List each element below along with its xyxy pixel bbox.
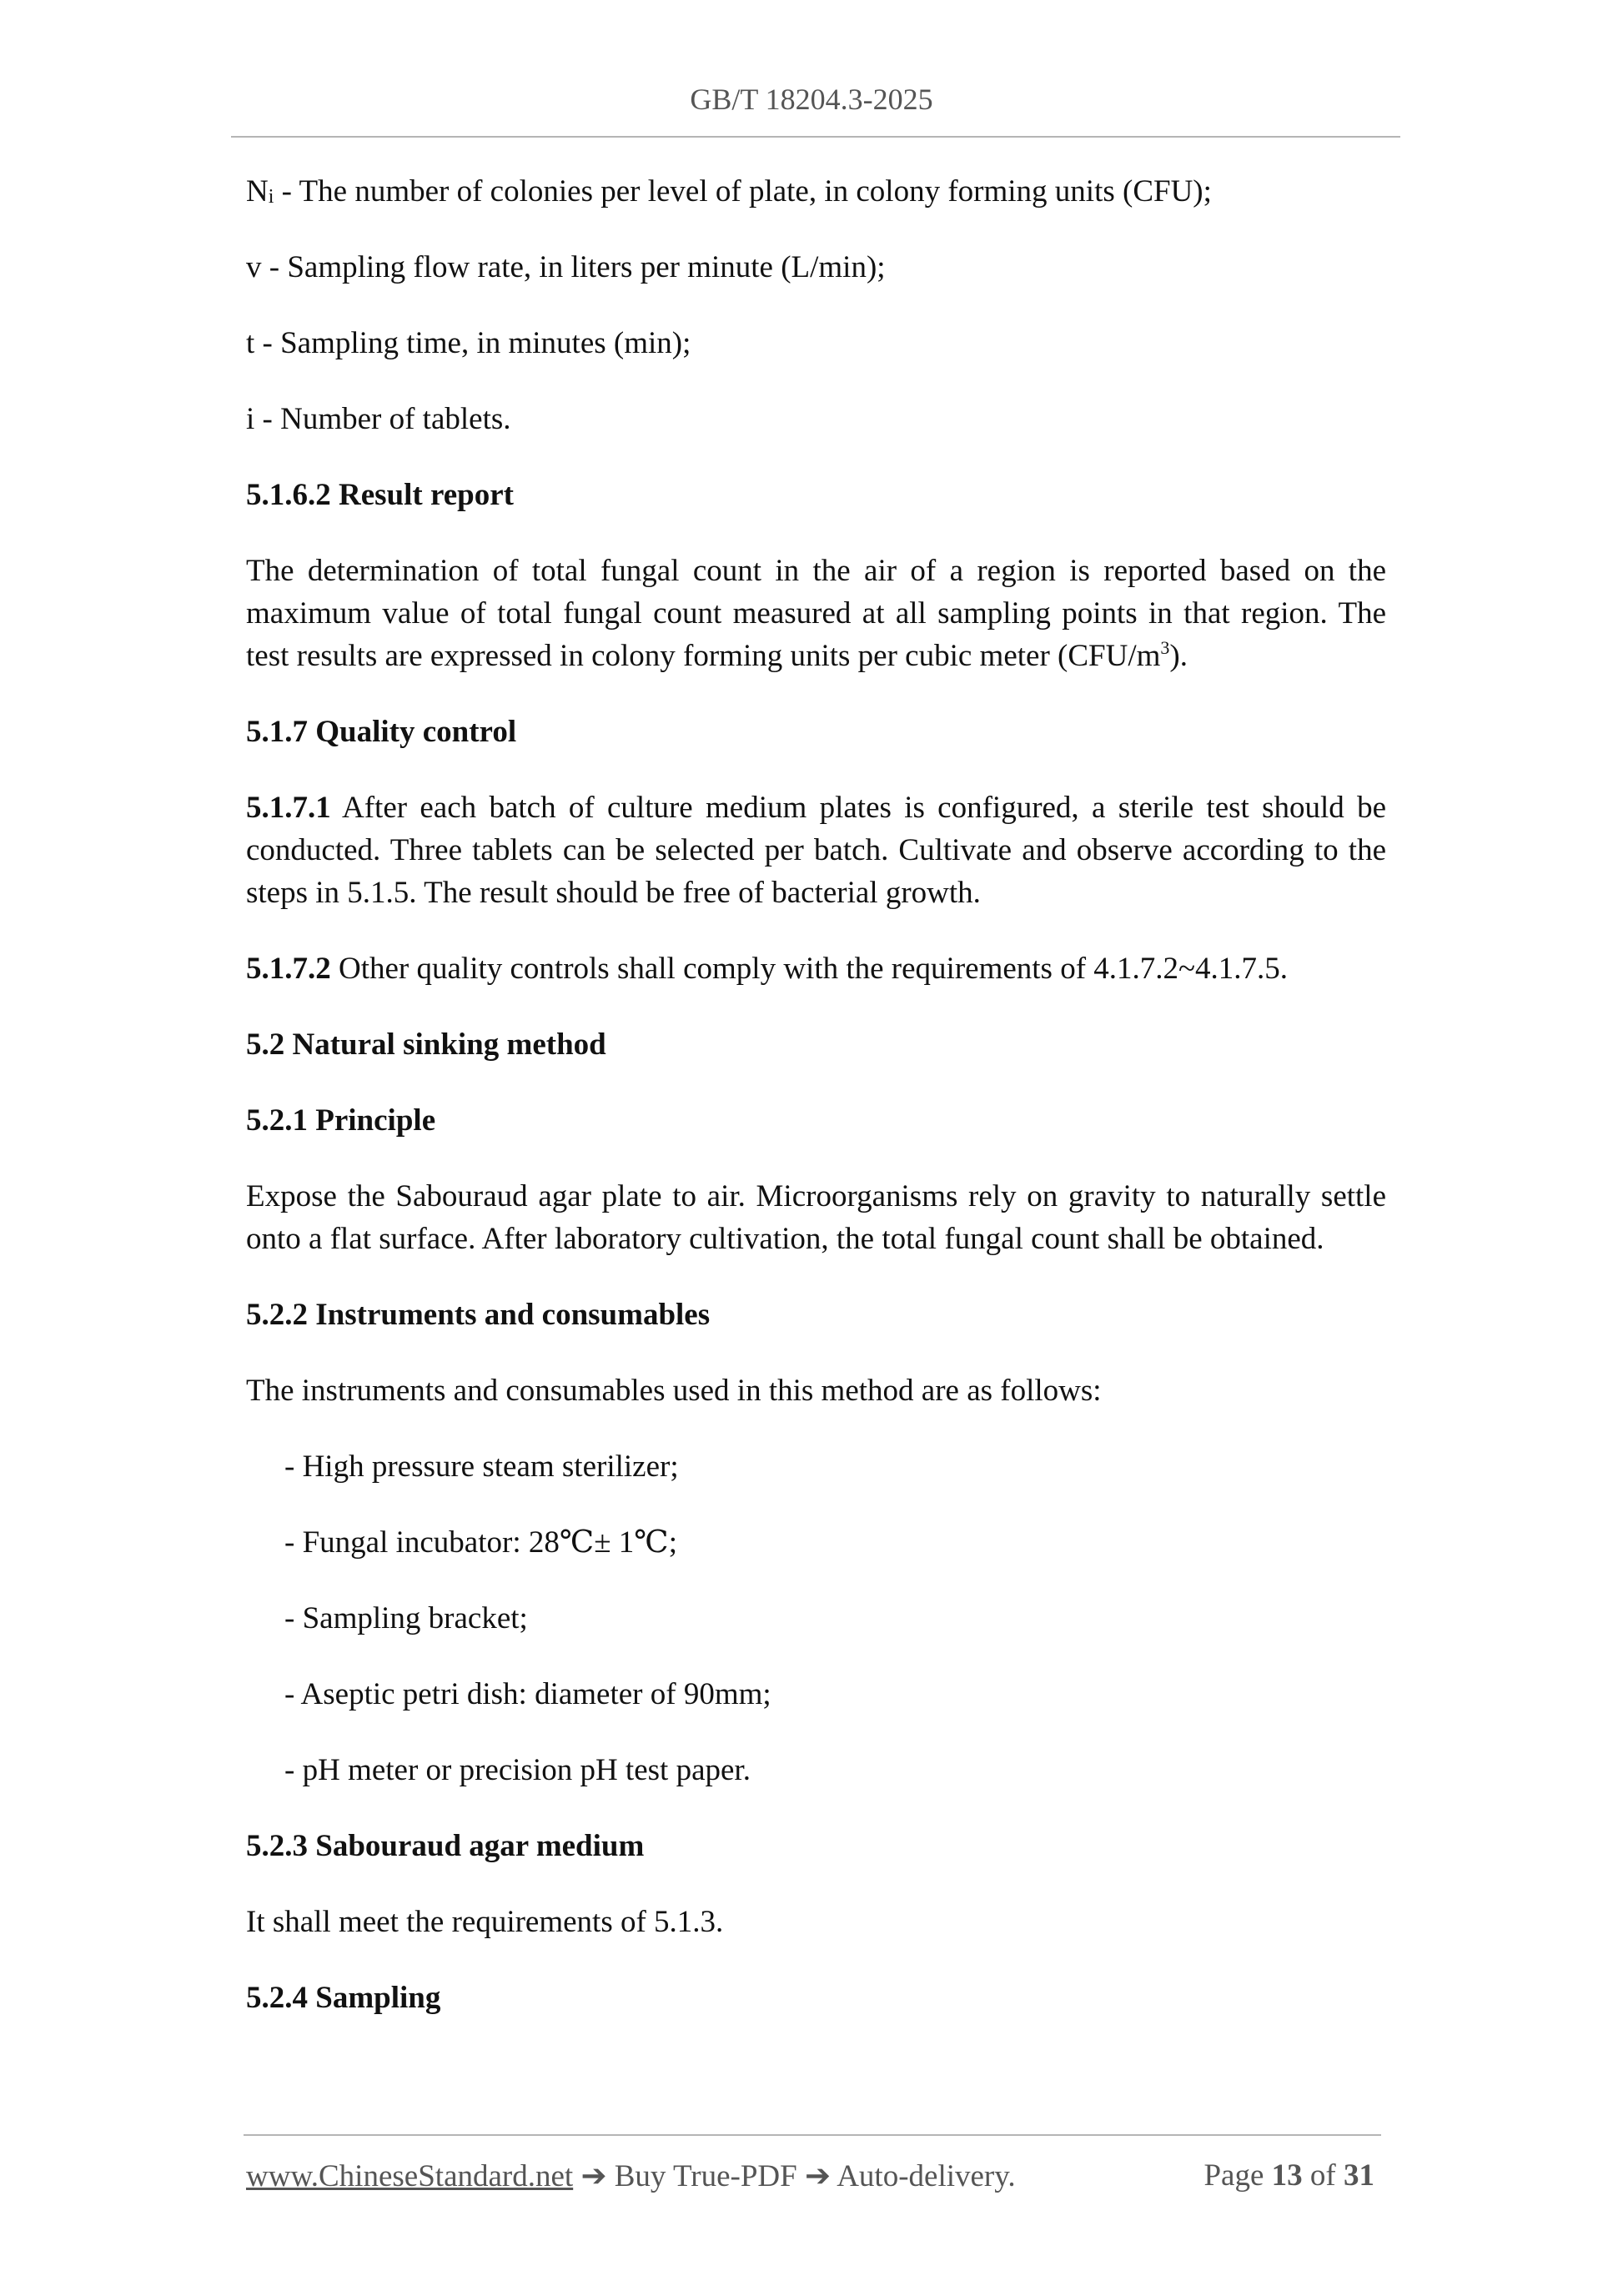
clause-5-1-7-2-number: 5.1.7.2 xyxy=(246,952,331,986)
heading-5-1-6-2: 5.1.6.2 Result report xyxy=(246,478,514,512)
footer-promo xyxy=(246,2158,1016,2194)
heading-5-2-1: 5.2.1 Principle xyxy=(246,1103,436,1138)
heading-5-2-3: 5.2.3 Sabouraud agar medium xyxy=(246,1829,645,1863)
of-label: of xyxy=(1309,2158,1336,2193)
ni-symbol: N xyxy=(246,174,269,208)
heading-5-2-2: 5.2.2 Instruments and consumables xyxy=(246,1298,711,1332)
definition-ni xyxy=(246,170,1386,213)
current-page: 13 xyxy=(1271,2158,1303,2193)
clause-5-1-7-2-text: Other quality controls shall comply with the requirements of 4.1.7.2~4.1.7.5. xyxy=(330,952,1289,986)
total-pages: 31 xyxy=(1344,2158,1374,2193)
medium-paragraph: It shall meet the requirements of 5.1.3. xyxy=(246,1905,724,1939)
cubic-superscript: 3 xyxy=(1160,637,1170,658)
heading-5-2-4: 5.2.4 Sampling xyxy=(246,1981,441,2015)
definition-i: i - Number of tablets. xyxy=(246,402,511,436)
clause-5-1-7-1-text: After each batch of culture medium plates is configured, a sterile test should be conducted. Three tablets can be selected per batch. Cultivate and observe according to the steps in 5.1.5. The result should be free of bacterial growth. xyxy=(246,791,1386,910)
website-link[interactable]: www.ChineseStandard.net xyxy=(246,2159,574,2193)
ni-subscript: i xyxy=(268,186,274,208)
page-label: Page xyxy=(1203,2158,1264,2193)
clause-5-1-7-1 xyxy=(246,786,1386,914)
list-item: - High pressure steam sterilizer; xyxy=(284,1449,679,1484)
clause-5-1-7-1-number: 5.1.7.1 xyxy=(246,791,331,825)
clause-5-1-7-2 xyxy=(246,947,1386,990)
list-item: - Aseptic petri dish: diameter of 90mm; xyxy=(284,1677,771,1711)
auto-delivery-text: Auto-delivery. xyxy=(837,2159,1016,2193)
heading-5-1-7: 5.1.7 Quality control xyxy=(246,715,517,749)
instruments-intro: The instruments and consumables used in this method are as follows: xyxy=(246,1374,1102,1408)
result-report-tail: ). xyxy=(1169,639,1188,673)
list-item: - Sampling bracket; xyxy=(284,1601,528,1635)
page-content xyxy=(246,170,1386,2052)
arrow-right-icon: ➔ xyxy=(580,2159,607,2193)
result-report-paragraph xyxy=(246,550,1386,677)
header-divider xyxy=(231,136,1400,138)
document-code: GB/T 18204.3-2025 xyxy=(690,83,933,116)
buy-pdf-text: Buy True-PDF xyxy=(614,2159,797,2193)
page-number xyxy=(1203,2158,1374,2193)
arrow-right-icon: ➔ xyxy=(804,2159,831,2193)
definition-v: v - Sampling flow rate, in liters per minute (L/min); xyxy=(246,250,886,284)
heading-5-2: 5.2 Natural sinking method xyxy=(246,1027,606,1062)
ni-text: - The number of colonies per level of plate, in colony forming units (CFU); xyxy=(274,174,1212,208)
principle-paragraph: Expose the Sabouraud agar plate to air. Microorganisms rely on gravity to naturally settle onto a flat surface. After laboratory cultivation, the total fungal count shall be obtained. xyxy=(246,1179,1386,1256)
definition-t: t - Sampling time, in minutes (min); xyxy=(246,326,691,360)
list-item: - pH meter or precision pH test paper. xyxy=(284,1753,751,1787)
list-item: - Fungal incubator: 28℃± 1℃; xyxy=(284,1525,677,1560)
result-report-body: The determination of total fungal count in the air of a region is reported based on the maximum value of total fungal count measured at all sampling points in that region. The test results are expressed in colony forming units per cubic meter (CFU/m xyxy=(246,554,1386,673)
footer-divider xyxy=(244,2134,1381,2136)
